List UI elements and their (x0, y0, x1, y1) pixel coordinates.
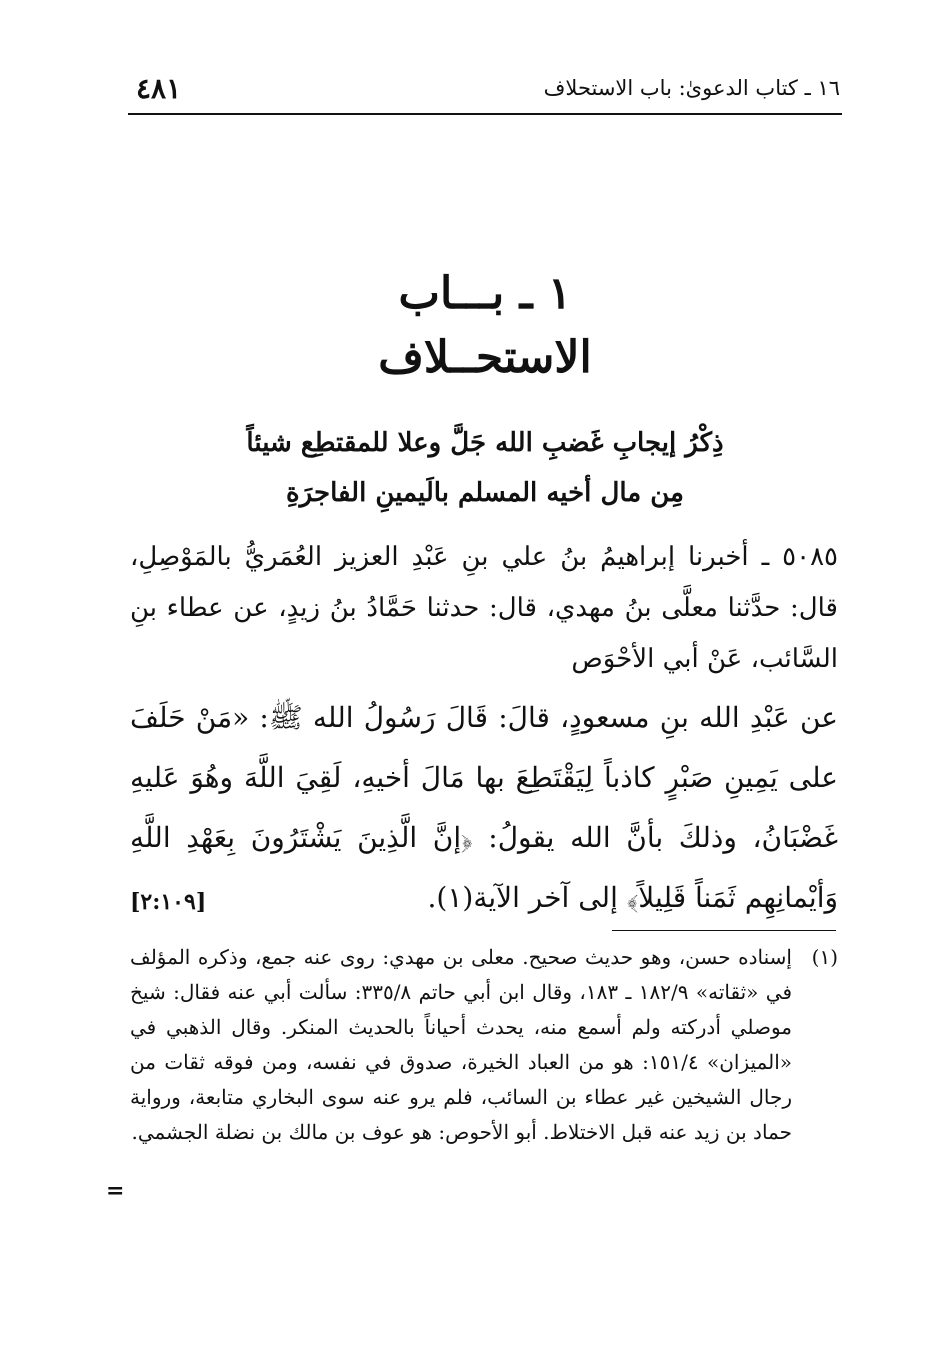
hadith-isnad: ٥٠٨٥ ـ أخبرنا إبراهيمُ بنُ علي بنِ عَبْدِ العزيز العُمَريُّ بالمَوْصِلِ، قال: حدَّثنا معلَّى بنُ مهدي، قال: حدثنا حَمَّادُ بنُ زيدٍ، عن عطاء بنِ السَّائب، عَنْ أبي الأحْوَص (130, 542, 838, 674)
continuation-mark: = (106, 1178, 125, 1204)
subheading-line-1: ذِكْرُ إيجابِ غَضبِ الله جَلَّ وعلا للمقتطِع شيئاً (246, 428, 724, 458)
footnote-marker: (١) (811, 945, 838, 969)
bab-label: ١ ـ بـــاب (398, 268, 572, 319)
footnote (130, 940, 838, 1150)
bab-name: الاستحــلاف (378, 332, 592, 383)
hadith-matn (130, 688, 838, 932)
chapter-title: ١٦ ـ كتاب الدعوىٰ: باب الاستحلاف (543, 76, 840, 100)
running-head (130, 68, 840, 108)
subheading-line-2: مِن مال أخيه المسلم بالَيمينِ الفاجرَةِ (286, 478, 684, 508)
footnote-rule (612, 930, 836, 931)
page-number: ٤٨١ (136, 72, 182, 105)
hadith-matn-text: عن عَبْدِ الله بنِ مسعودٍ، قالَ: قَالَ رَسُولُ الله ﷺ: «مَنْ حَلَفَ على يَمِينِ صَبْرٍ كاذباً لِيَقْتَطِعَ بها مَالَ أخيهِ، لَقِيَ اللَّهَ وهُوَ عَليهِ غَضْبَانُ، وذلكَ بأنَّ الله يقولُ: ﴿إنَّ الَّذِينَ يَشْتَرُونَ بِعَهْدِ اللَّهِ وَأيْمانِهِم ثَمَناً قَلِيلاً﴾ إلى آخر الآية(١). (130, 701, 838, 914)
footnote-text: إسناده حسن، وهو حديث صحيح. معلى بن مهدي: روى عنه جمع، وذكره المؤلف في «ثقاته» ١٨٢/٩ ـ ١٨٣، وقال ابن أبي حاتم ٣٣٥/٨: سألت أبي عنه فقال: شيخ موصلي أدركته ولم أسمع منه، يحدث أحياناً بالحديث المنكر. وقال الذهبي في «الميزان» ١٥١/٤: هو من العباد الخيرة، صدوق في نفسه، ومن فوقه ثقات من رجال الشيخين غير عطاء بن السائب، فلم يرو عنه سوى البخاري متابعة، ورواية حماد بن زيد عنه قبل الاختلاط. أبو الأحوص: هو عوف بن مالك بن نضلة الجشمي. (130, 945, 793, 1144)
header-rule (128, 113, 842, 115)
verse-reference: [٢:١٠٩] (130, 889, 207, 915)
